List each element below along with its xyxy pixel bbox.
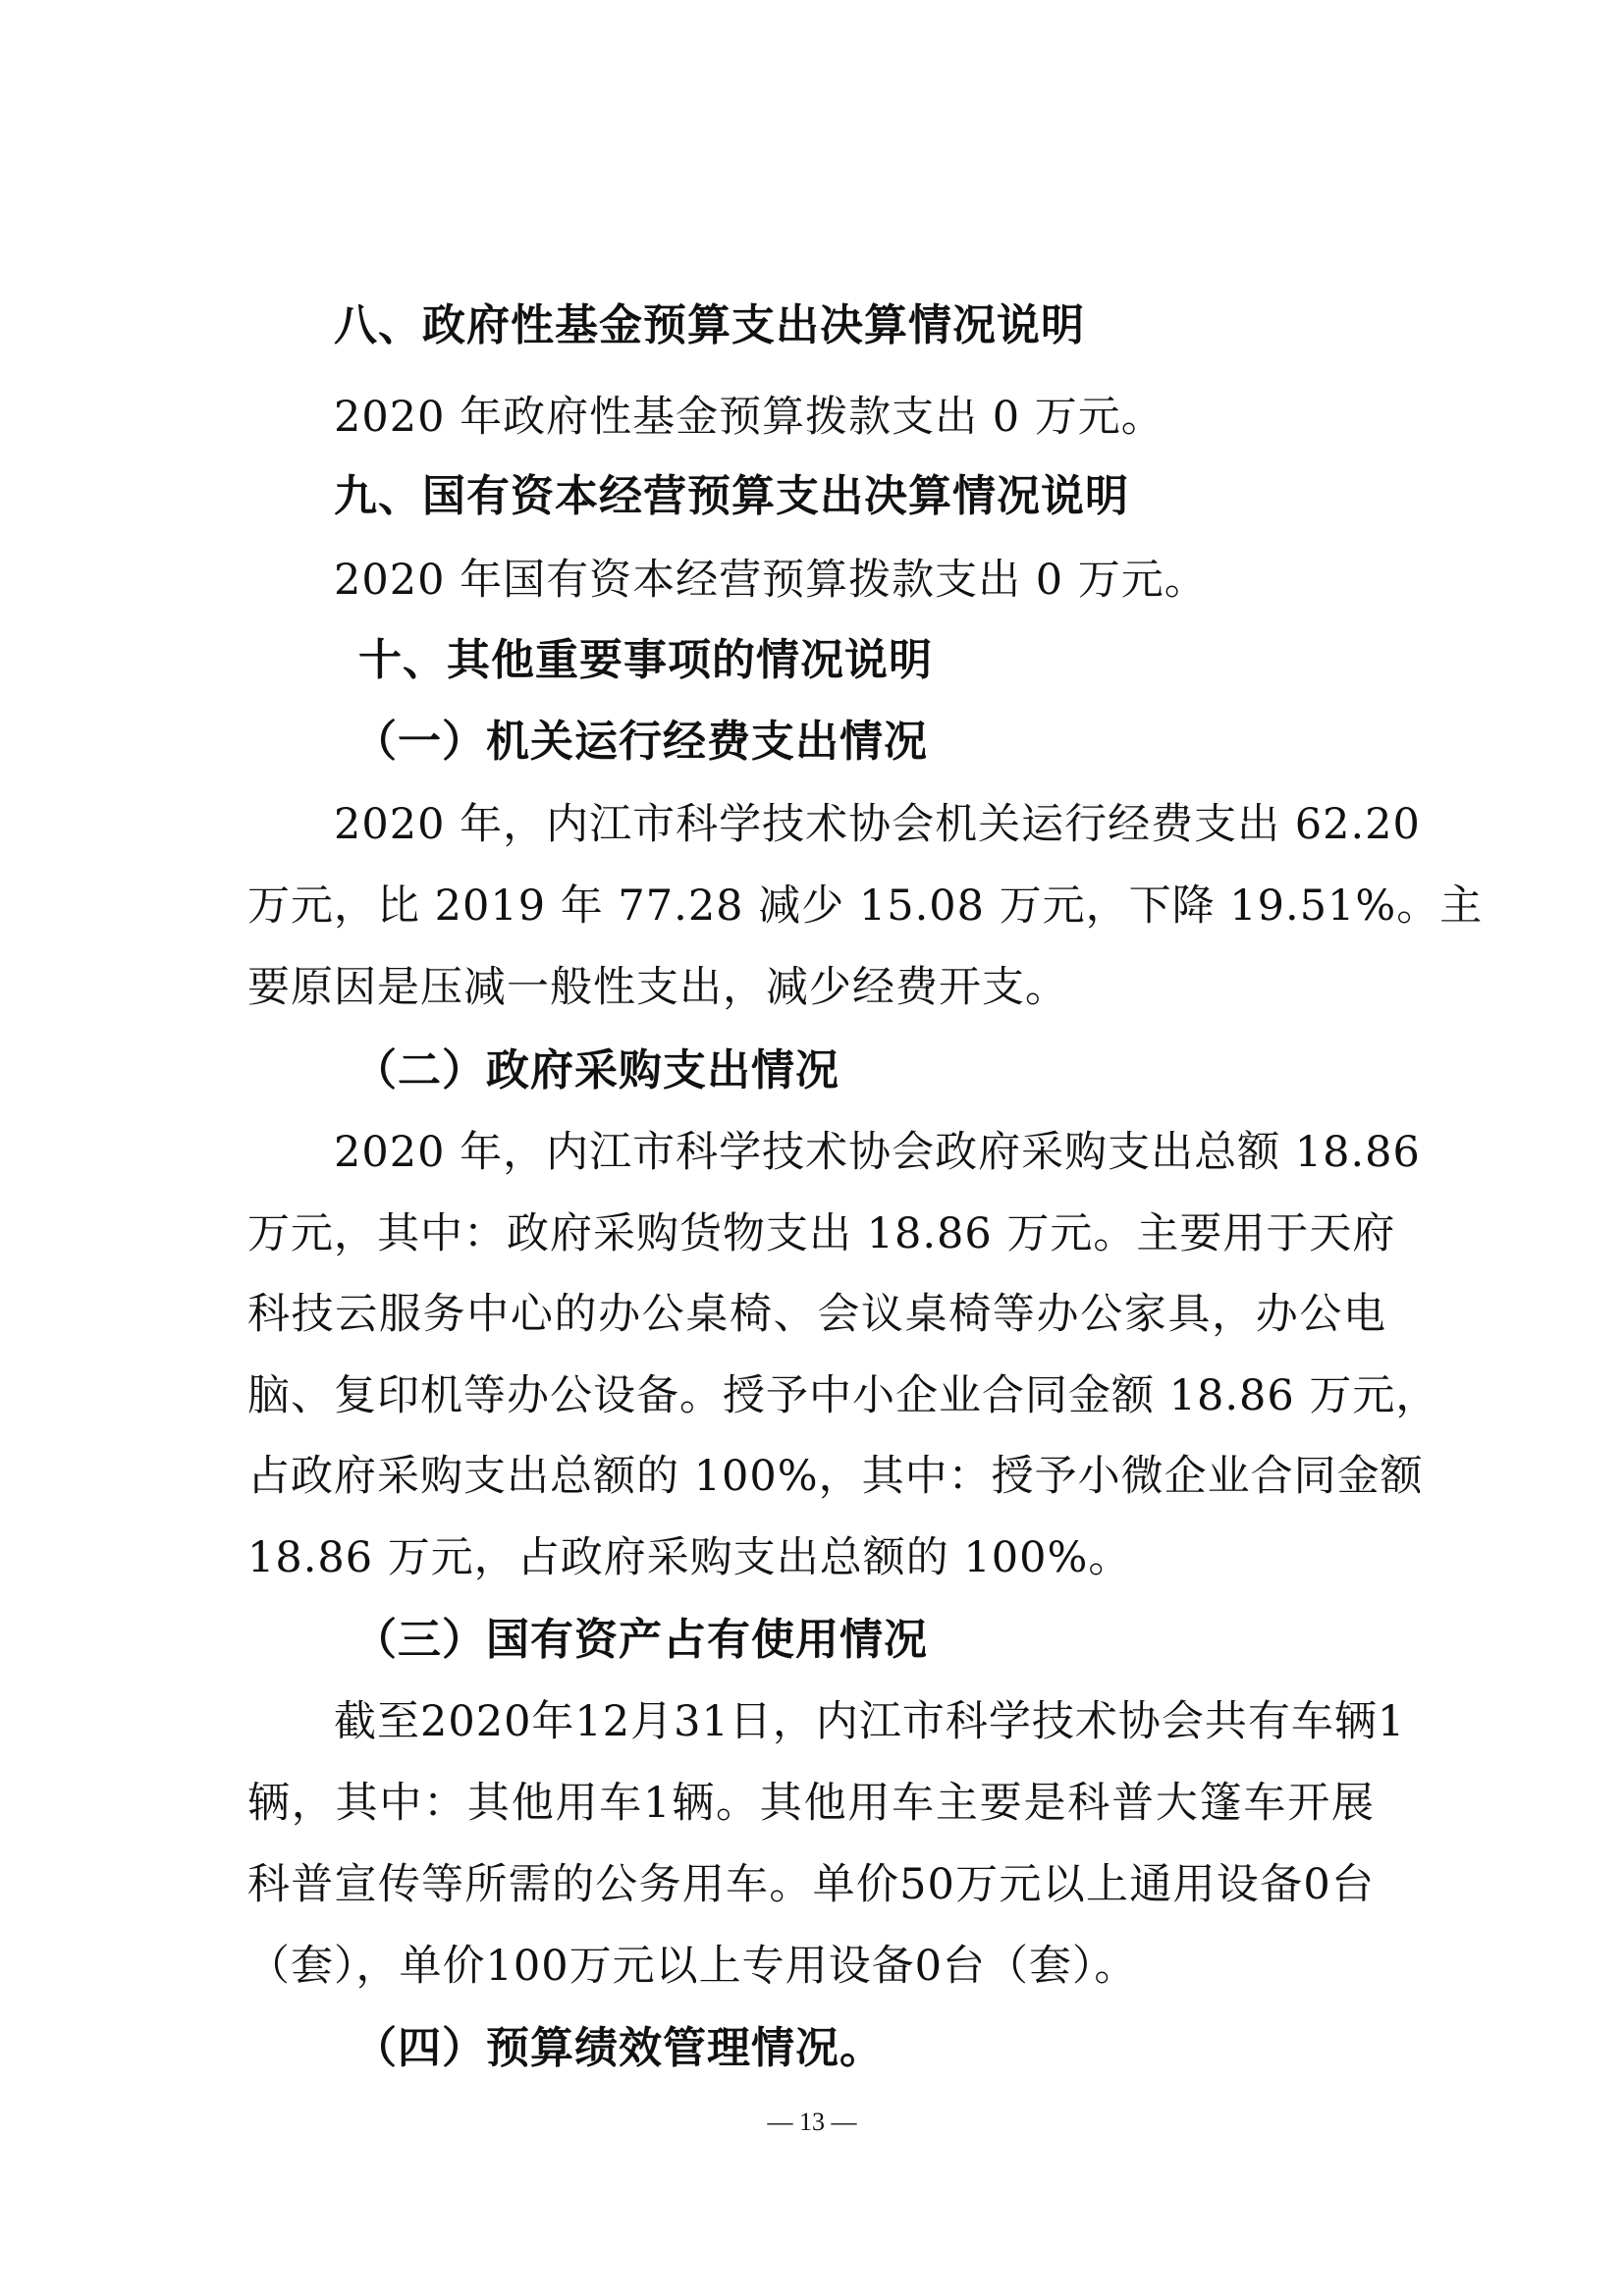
subsection-3-line-4: （套），单价100万元以上专用设备0台（套）。 [247, 1942, 1138, 1991]
subsection-2-line-4: 脑、复印机等办公设备。授予中小企业合同金额 18.86 万元， [247, 1371, 1439, 1420]
subsection-4-heading: （四）预算绩效管理情况。 [353, 2023, 884, 2073]
subsection-1-heading: （一）机关运行经费支出情况 [353, 717, 928, 767]
subsection-1-line-3: 要原因是压减一般性支出，减少经费开支。 [247, 963, 1068, 1012]
subsection-2-line-3: 科技云服务中心的办公桌椅、会议桌椅等办公家具，办公电 [247, 1290, 1386, 1339]
subsection-2-line-5: 占政府采购支出总额的 100%，其中：授予小微企业合同金额 [247, 1452, 1424, 1501]
subsection-2-heading: （二）政府采购支出情况 [353, 1045, 839, 1095]
subsection-2-line-2: 万元，其中：政府采购货物支出 18.86 万元。主要用于天府 [247, 1209, 1396, 1258]
subsection-2-line-1: 2020 年，内江市科学技术协会政府采购支出总额 18.86 [334, 1128, 1421, 1177]
section-9-heading: 九、国有资本经营预算支出决算情况说明 [334, 471, 1129, 521]
page-number: — 13 — [767, 2108, 857, 2136]
subsection-3-heading: （三）国有资产占有使用情况 [353, 1615, 928, 1665]
section-8-heading: 八、政府性基金预算支出决算情况说明 [334, 300, 1085, 350]
subsection-2-line-6: 18.86 万元，占政府采购支出总额的 100%。 [247, 1533, 1132, 1582]
section-8-body: 2020 年政府性基金预算拨款支出 0 万元。 [334, 393, 1164, 442]
subsection-1-line-1: 2020 年，内江市科学技术协会机关运行经费支出 62.20 [334, 800, 1421, 849]
subsection-1-line-2: 万元，比 2019 年 77.28 减少 15.08 万元，下降 19.51%。主 [247, 881, 1484, 931]
section-10-heading: 十、其他重要事项的情况说明 [358, 635, 933, 685]
subsection-3-line-3: 科普宣传等所需的公务用车。单价50万元以上通用设备0台 [247, 1860, 1375, 1909]
section-9-body: 2020 年国有资本经营预算拨款支出 0 万元。 [334, 556, 1208, 605]
subsection-3-line-1: 截至2020年12月31日，内江市科学技术协会共有车辆1 [334, 1697, 1406, 1746]
subsection-3-line-2: 辆，其中：其他用车1辆。其他用车主要是科普大篷车开展 [247, 1779, 1375, 1828]
